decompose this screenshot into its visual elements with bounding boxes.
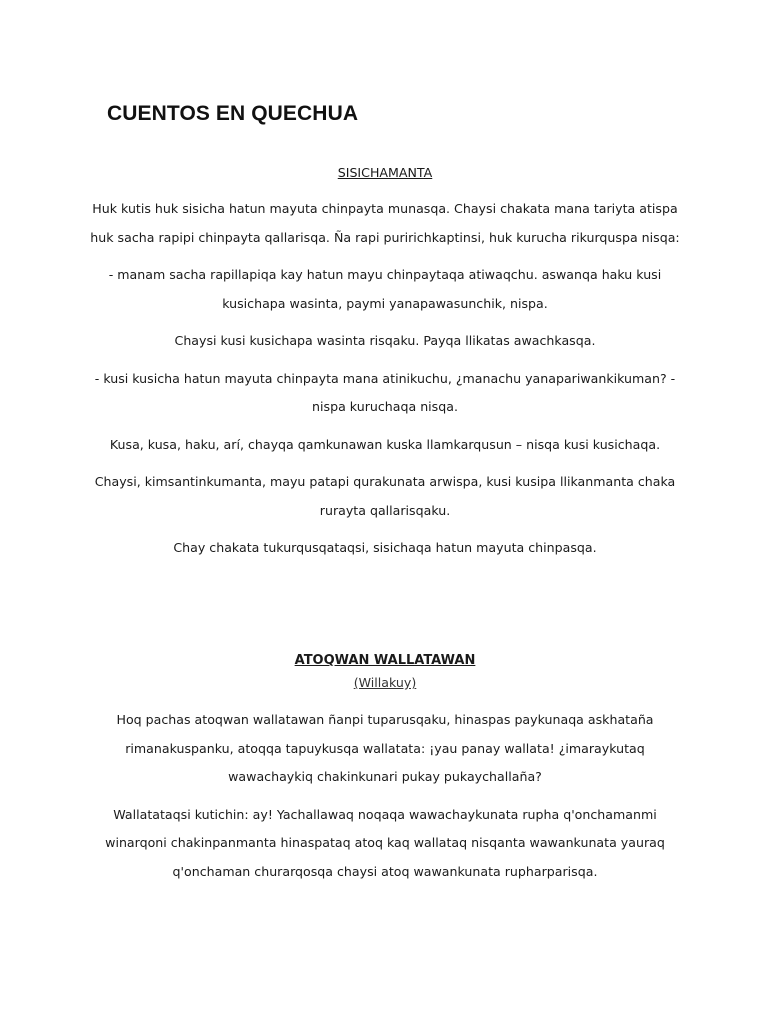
story-atoqwan-wallatawan xyxy=(90,652,680,895)
story-paragraph: Chay chakata tukurqusqataqsi, sisichaqa hatun mayuta chinpasqa. xyxy=(173,540,597,555)
story-paragraph: Chaysi kusi kusichapa wasinta risqaku. Payqa llikatas awachkasqa. xyxy=(174,333,596,348)
story-paragraph: - manam sacha rapillapiqa kay hatun mayu chinpaytaqa atiwaqchu. aswanqa haku kusi kusichapa wasinta, paymi yanapawasunchik, nispa. xyxy=(108,267,662,311)
story-sisichamanta xyxy=(90,164,680,572)
story-title: SISICHAMANTA xyxy=(337,165,433,180)
story-paragraph: Wallatataqsi kutichin: ay! Yachallawaq noqaqa wawachaykunata rupha q'onchamanmi winarqoni chakinpanmanta hinaspataq atoq kaq wallataq nisqanta wawankunata yauraq q'onchaman churarqosqa chaysi atoq wawankunata rupharparisqa. xyxy=(105,806,665,879)
story-paragraph: Huk kutis huk sisicha hatun mayuta chinpayta munasqa. Chaysi chakata mana tariyta atispa huk sacha rapipi chinpayta qallarisqa. Ña rapi puririchkaptinsi, huk kurucha rikurquspa nisqa: xyxy=(90,201,680,245)
story-subtitle: (Willakuy) xyxy=(353,675,417,690)
story-paragraph: - kusi kusicha hatun mayuta chinpayta mana atinikuchu, ¿manachu yanapariwankikuman? -nispa kuruchaqa nisqa. xyxy=(94,370,676,414)
story-paragraph: Hoq pachas atoqwan wallatawan ñanpi tuparusqaku, hinaspas paykunaqa askhatаña rimanakuspanku, atoqqa tapuykusqa wallatata: ¡yau panay wallata! ¿imaraykutaq wawachaykiq chakinkunari pukay pukaychallaña? xyxy=(116,712,654,784)
story-paragraph: Chaysi, kimsantinkumanta, mayu patapi qurakunata arwispa, kusi kusipa llikanmanta chaka rurayta qallarisqaku. xyxy=(94,474,676,518)
document-title: CUENTOS EN QUECHUA xyxy=(107,102,359,125)
story-paragraph: Kusa, kusa, haku, arí, chayqa qamkunawan kuska llamkarqusun – nisqa kusi kusichaqa. xyxy=(109,436,661,452)
story-title: ATOQWAN WALLATAWAN xyxy=(294,653,476,668)
